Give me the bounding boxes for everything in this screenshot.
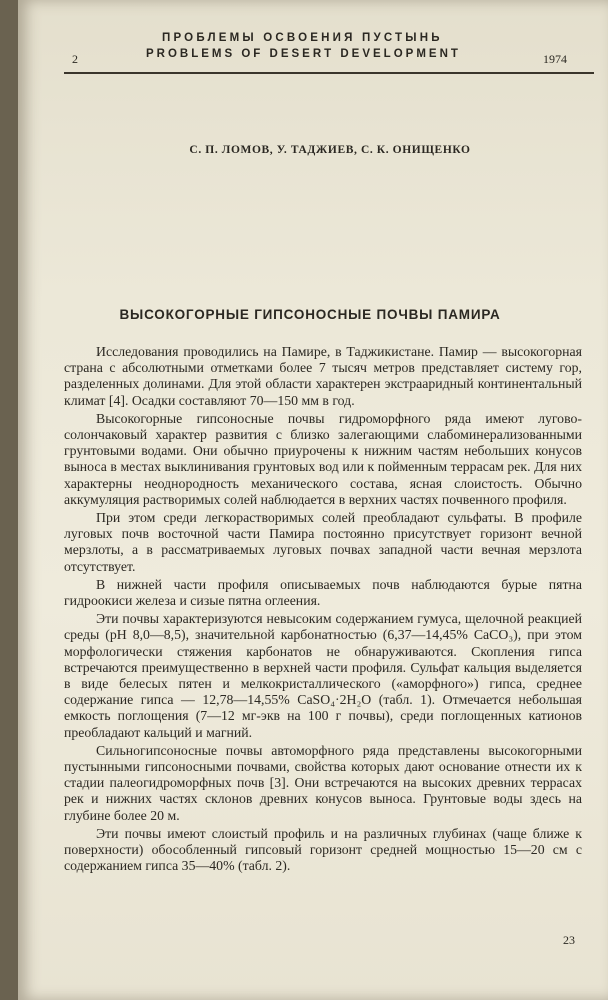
header-page-number: 2 (72, 52, 78, 66)
header-year: 1974 (543, 52, 567, 66)
paragraph: Высокогорные гипсоносные почвы гидроморфного ряда имеют лугово-солончаковый характер развития с близко залегающими слабоминерализованными грунтовыми водами. Они обычно приурочены к нижним частям небольших конусов выноса в местах выклинивания грунтовых вод или к пойменным террасам рек. Для них характерны неоднородность механического состава, ясная слоистость. Обычно аккумуляция растворимых солей наблюдается в верхних частях почвенного профиля. (64, 410, 582, 507)
footer-page-number: 23 (563, 933, 575, 947)
journal-title-russian: ПРОБЛЕМЫ ОСВОЕНИЯ ПУСТЫНЬ (162, 32, 443, 44)
header-rule (64, 72, 594, 74)
paragraph: При этом среди легкорастворимых солей преобладают сульфаты. В профиле луговых почв восточной части Памира постоянно присутствует горизонт вечной мерзлоты, а в рассматриваемых луговых почвах западной части вечная мерзлота отсутствует. (64, 510, 582, 574)
article-authors: С. П. ЛОМОВ, У. ТАДЖИЕВ, С. К. ОНИЩЕНКО (189, 144, 471, 156)
journal-title-english: PROBLEMS OF DESERT DEVELOPMENT (146, 48, 461, 60)
running-header (56, 28, 601, 80)
paragraph: Эти почвы имеют слоистый профиль и на различных глубинах (чаще ближе к поверхности) обособленный гипсовый горизонт средней мощностью 15—20 см с содержанием гипса 35—40% (табл. 2). (64, 825, 582, 874)
paragraph: Исследования проводились на Памире, в Таджикистане. Памир — высокогорная страна с абсолютными отметками более 7 тысяч метров представляет систему гор, разделенных долинами. Для этой области характерен экстрааридный континентальный климат [4]. Осадки составляют 70—150 мм в год. (64, 344, 582, 408)
paragraph: Эти почвы характеризуются невысоким содержанием гумуса, щелочной реакцией среды (pH 8,0—8,5), значительной карбонатностью (6,37—14,45% CaCO₃), при этом морфологически стяжения карбонатов не обнаруживаются. Скопления гипса встречаются преимущественно в верхней части профиля. Сульфат кальция выделяется в виде белесых пятен и мелкокристаллического («аморфного») гипса, среднее содержание гипса — 12,78—14,55% CaSO₄·2H₂O (табл. 1). Отмечается небольшая емкость поглощения (7—12 мг-экв на 100 г почвы), среди поглощенных катионов преобладают кальций и магний. (64, 611, 582, 740)
paragraph: В нижней части профиля описываемых почв наблюдаются бурые пятна гидроокиси железа и сизые пятна оглеения. (64, 576, 582, 609)
article-title: ВЫСОКОГОРНЫЕ ГИПСОНОСНЫЕ ПОЧВЫ ПАМИРА (119, 307, 501, 322)
journal-page (18, 0, 608, 1000)
article-body (64, 344, 582, 877)
paragraph: Сильногипсоносные почвы автоморфного ряда представлены высокогорными пустынными гипсоносными почвами, свойства которых дают основание отнести их к стадии палеогидроморфных почв [3]. Они встречаются на высоких древних террасах рек и нижних частях склонов древних конусов выноса. Грунтовые воды здесь на глубине более 20 м. (64, 742, 582, 823)
